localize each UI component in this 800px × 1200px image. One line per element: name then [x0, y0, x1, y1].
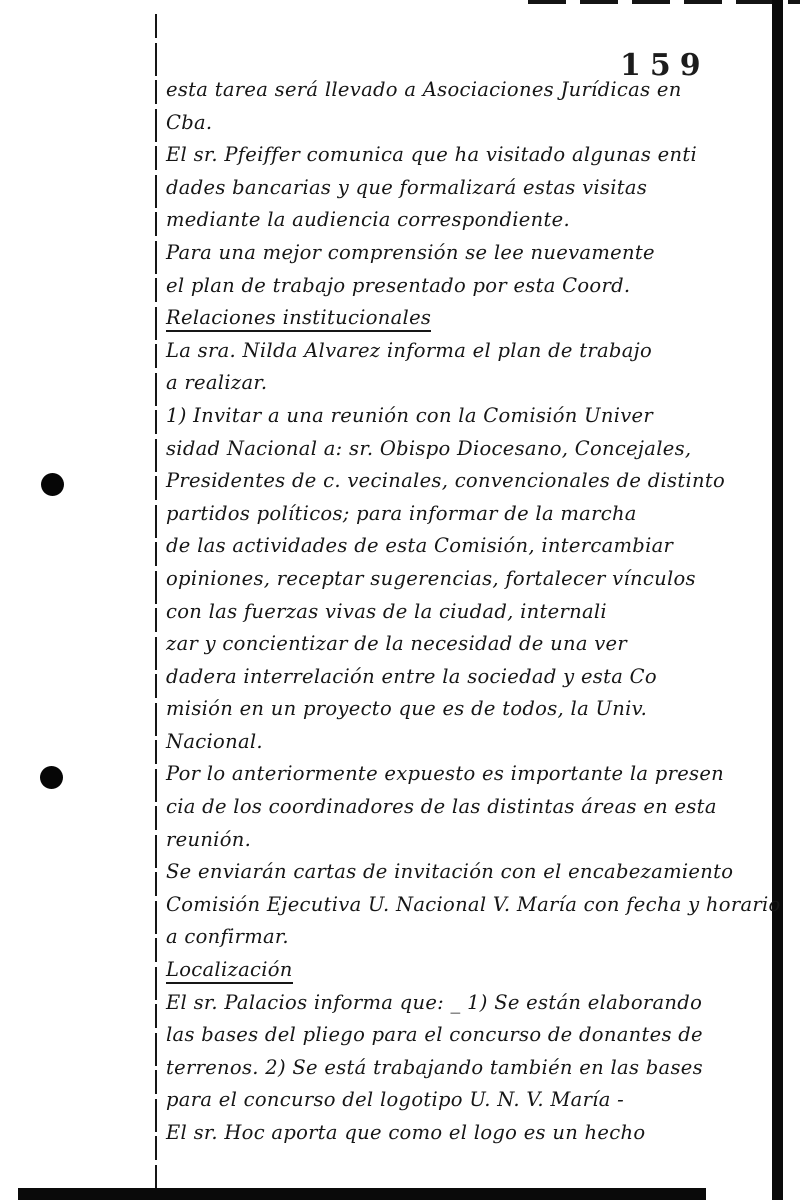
text-line: El sr. Pfeiffer comunica que ha visitado algunas enti [166, 143, 698, 167]
text-line: esta tarea será llevado a Asociaciones Jurídicas en [166, 78, 682, 101]
text-line: 1) Invitar a una reunión con la Comisión Univer [166, 403, 654, 427]
text-line: dades bancarias y que formalizará estas visitas [166, 175, 648, 199]
text-line: zar y concientizar de la necesidad de una ver [166, 632, 628, 656]
text-line: reunión. [166, 827, 252, 851]
section-heading: Localización [166, 954, 772, 987]
handwritten-text-block [166, 74, 781, 1150]
text-line: El sr. Hoc aporta que como el logo es un hecho [166, 1121, 646, 1144]
text-line: Cba. [166, 110, 213, 134]
text-line: de las actividades de esta Comisión, intercambiar [166, 534, 674, 558]
text-line: mediante la audiencia correspondiente. [166, 208, 570, 232]
text-line: El sr. Palacios informa que: _ 1) Se están elaborando [166, 990, 703, 1014]
text-line: Presidentes de c. vecinales, convencionales de distinto [166, 469, 726, 493]
text-line: terrenos. 2) Se está trabajando también en las bases [166, 1055, 703, 1079]
text-line: Nacional. [166, 729, 263, 753]
section-heading: Relaciones institucionales [166, 302, 772, 335]
text-line: La sra. Nilda Alvarez informa el plan de trabajo [166, 338, 653, 362]
text-line: dadera interrelación entre la sociedad y esta Co [166, 664, 657, 688]
text-line: sidad Nacional a: sr. Obispo Diocesano, Concejales, [166, 436, 692, 460]
text-line: opiniones, receptar sugerencias, fortalecer vínculos [166, 566, 696, 590]
text-line: partidos políticos; para informar de la marcha [166, 501, 637, 525]
text-line: a realizar. [166, 371, 268, 395]
text-line: a confirmar. [166, 925, 289, 949]
text-line: para el concurso del logotipo U. N. V. María - [166, 1088, 625, 1112]
scan-edge-right [772, 0, 783, 1200]
margin-rule [155, 14, 157, 1188]
text-line: Se enviarán cartas de invitación con el encabezamiento [166, 860, 734, 884]
text-line: el plan de trabajo presentado por esta Coord. [166, 273, 631, 297]
hole-punch-top [41, 473, 64, 496]
text-line: misión en un proyecto que es de todos, la Univ. [166, 697, 648, 721]
text-line: con las fuerzas vivas de la ciudad, internali [166, 599, 607, 623]
hole-punch-bottom [40, 766, 63, 789]
page-number: 159 [620, 48, 710, 83]
text-line: cia de los coordinadores de las distintas áreas en esta [166, 795, 717, 819]
text-line: Por lo anteriormente expuesto es importante la presen [166, 762, 725, 786]
scan-edge-top [528, 0, 800, 4]
text-line: Comisión Ejecutiva U. Nacional V. María con fecha y horario [166, 892, 781, 916]
text-line: Para una mejor comprensión se lee nuevamente [166, 240, 655, 264]
scan-edge-bottom [18, 1188, 706, 1200]
text-line: las bases del pliego para el concurso de donantes de [166, 1023, 703, 1047]
